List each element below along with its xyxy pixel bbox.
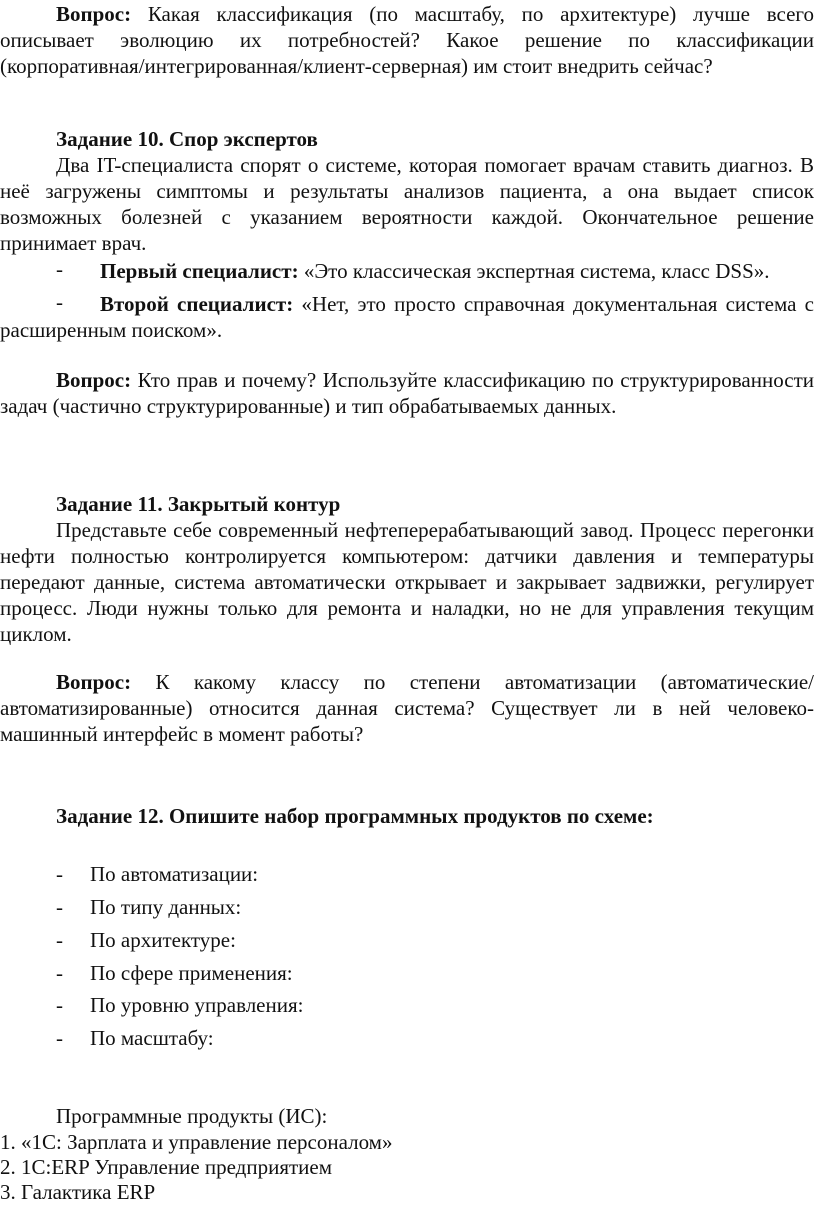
- question-text: Какая классификация (по масштабу, по архитектуре) лучше всего описывает эволюцию их потребностей? Какое решение по классификации (корпоративная/интегрированная/клиент-серверная) им стоит внедрить сейчас?: [0, 2, 814, 78]
- dash-bullet: -: [56, 862, 63, 886]
- question-label: Вопрос:: [56, 670, 132, 694]
- criteria-label: По архитектуре:: [90, 928, 236, 952]
- dash-bullet: -: [56, 1026, 63, 1050]
- product-item: 2. 1С:ERP Управление предприятием: [0, 1155, 333, 1179]
- dash-bullet: -: [56, 993, 63, 1017]
- dash-bullet: -: [56, 961, 63, 985]
- question-text: К какому классу по степени автоматизации (автоматические/автоматизированные) относится данная система? Существует ли в ней человеко-машинный интерфейс в момент работы?: [0, 670, 814, 746]
- task10-title: Задание 10. Спор экспертов: [56, 127, 318, 151]
- opinion-2-text: «Нет, это просто справочная документальная система с расширенным поиском».: [0, 292, 814, 342]
- task9-question: [0, 1, 814, 79]
- dash-bullet: -: [56, 928, 63, 952]
- task11-body: Представьте себе современный нефтеперерабатывающий завод. Процесс перегонки нефти полностью контролируется компьютером: датчики давления и температуры передают данные, система автоматически открывает и закрывает задвижки, регулирует процесс. Люди нужны только для ремонта и наладки, но не для управления текущим циклом.: [0, 518, 814, 646]
- product-item: 1. «1С: Зарплата и управление персоналом»: [0, 1130, 393, 1154]
- criteria-label: По автоматизации:: [90, 862, 259, 886]
- criteria-label: По типу данных:: [90, 895, 242, 919]
- task12-title: Задание 12. Опишите набор программных продуктов по схеме:: [56, 804, 654, 828]
- dash-bullet: -: [56, 895, 63, 919]
- dash-bullet: -: [56, 290, 63, 314]
- task10-question: [0, 367, 814, 419]
- opinion-1-text: «Это классическая экспертная система, класс DSS».: [298, 259, 770, 283]
- task11-question: [0, 669, 814, 747]
- question-text: Кто прав и почему? Используйте классификацию по структурированности задач (частично структурированные) и тип обрабатываемых данных.: [0, 368, 814, 418]
- dash-bullet: -: [56, 257, 63, 281]
- product-item: 3. Галактика ERP: [0, 1180, 156, 1204]
- task10-body: Два IT-специалиста спорят о системе, которая помогает врачам ставить диагноз. В неё загружены симптомы и результаты анализов пациента, а она выдает список возможных болезней с указанием вероятности каждой. Окончательное решение принимает врач.: [0, 153, 814, 255]
- criteria-label: По сфере применения:: [90, 961, 293, 985]
- products-heading: Программные продукты (ИС):: [56, 1104, 328, 1128]
- question-label: Вопрос:: [56, 2, 132, 26]
- task10-opinion-2: [0, 291, 814, 343]
- question-label: Вопрос:: [56, 368, 132, 392]
- task10-opinion-1: [0, 258, 814, 284]
- criteria-label: По масштабу:: [90, 1026, 214, 1050]
- criteria-label: По уровню управления:: [90, 993, 304, 1017]
- task11-title: Задание 11. Закрытый контур: [56, 492, 341, 516]
- opinion-1-label: Первый специалист:: [100, 259, 299, 283]
- opinion-2-label: Второй специалист:: [100, 292, 294, 316]
